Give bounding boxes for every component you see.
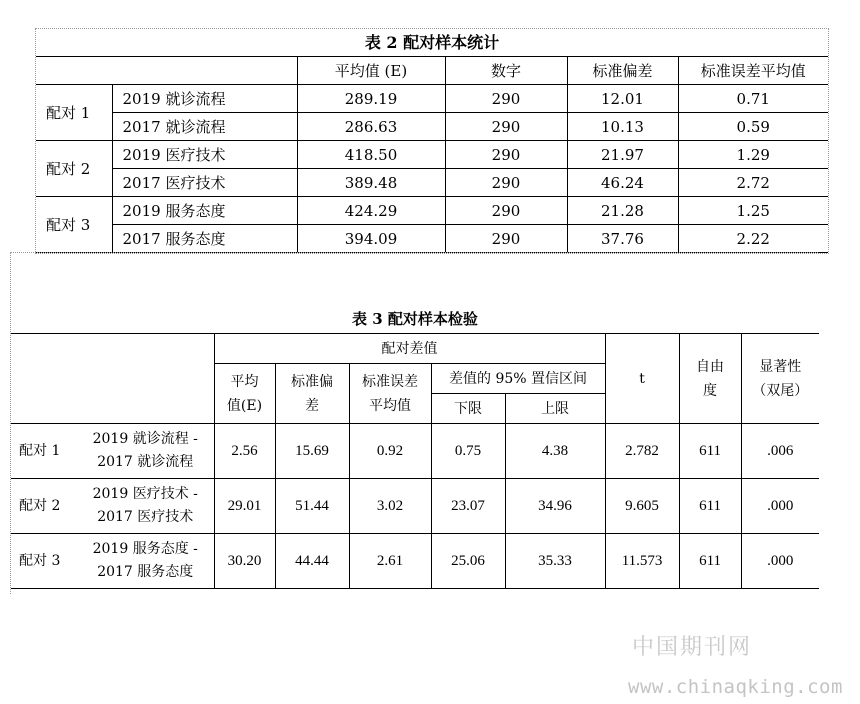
header-mean-line-1: 平均	[230, 373, 259, 390]
cell-ci-lower: 25.06	[431, 534, 505, 589]
header-sd: 标准偏差	[567, 57, 678, 85]
row-name-line-2: 2017 服务态度	[97, 564, 194, 580]
cell-se: 1.25	[678, 197, 828, 225]
cell-df: 611	[679, 534, 741, 589]
cell-mean: 394.09	[297, 225, 445, 253]
row-name-line-1: 2019 就诊流程 -	[92, 431, 198, 447]
cell-df: 611	[679, 479, 741, 534]
cell-sd: 46.24	[567, 169, 678, 197]
header-t: t	[605, 334, 679, 424]
cell-mean: 286.63	[297, 113, 445, 141]
header-sig-line-1: 显著性	[759, 358, 802, 375]
header-mean: 平均值 (E)	[297, 57, 445, 85]
cell-n: 290	[445, 197, 567, 225]
cell-mean: 424.29	[297, 197, 445, 225]
row-name: 2017 就诊流程	[112, 113, 297, 141]
table-row	[36, 141, 828, 169]
table-2	[36, 56, 828, 253]
header-ci: 差值的 95% 置信区间	[431, 364, 605, 394]
row-name-line-2: 2017 就诊流程	[97, 454, 194, 470]
cell-sd: 15.69	[275, 424, 349, 479]
cell-se: 0.92	[349, 424, 431, 479]
table-row	[11, 424, 819, 479]
cell-sig: .006	[741, 424, 819, 479]
cell-ci-upper: 4.38	[505, 424, 605, 479]
cell-n: 290	[445, 85, 567, 113]
row-name	[77, 479, 214, 534]
cell-sd: 21.28	[567, 197, 678, 225]
cell-ci-upper: 35.33	[505, 534, 605, 589]
table-3-title: 表 3 配对样本检验	[352, 310, 478, 328]
cell-mean: 2.56	[214, 424, 275, 479]
row-name: 2017 服务态度	[112, 225, 297, 253]
pair-label: 配对 1	[11, 424, 77, 479]
cell-ci-lower: 0.75	[431, 424, 505, 479]
cell-sd: 21.97	[567, 141, 678, 169]
cell-se: 2.22	[678, 225, 828, 253]
cell-se: 0.71	[678, 85, 828, 113]
header-df-line-1: 自由	[696, 358, 725, 375]
cell-ci-upper: 34.96	[505, 479, 605, 534]
cell-se: 3.02	[349, 479, 431, 534]
header-df-line-2: 度	[703, 382, 718, 399]
cell-sd: 10.13	[567, 113, 678, 141]
cell-n: 290	[445, 141, 567, 169]
table-3-paired-sample-test	[10, 252, 818, 594]
cell-mean: 30.20	[214, 534, 275, 589]
table-3-header-row-1	[11, 334, 819, 364]
row-name: 2017 医疗技术	[112, 169, 297, 197]
watermark-chinese: 中国期刊网	[632, 635, 753, 660]
row-name: 2019 服务态度	[112, 197, 297, 225]
row-name: 2019 就诊流程	[112, 85, 297, 113]
header-df	[679, 334, 741, 424]
table-row	[11, 534, 819, 589]
header-sd	[275, 364, 349, 424]
cell-mean: 29.01	[214, 479, 275, 534]
table-2-title: 表 2 配对样本统计	[364, 33, 500, 52]
header-sd-line-1: 标准偏	[291, 373, 333, 390]
cell-mean: 418.50	[297, 141, 445, 169]
cell-t: 9.605	[605, 479, 679, 534]
header-mean	[214, 364, 275, 424]
cell-sd: 51.44	[275, 479, 349, 534]
cell-t: 11.573	[605, 534, 679, 589]
header-mean-line-2: 值(E)	[226, 397, 263, 414]
row-name-line-1: 2019 医疗技术 -	[92, 486, 198, 502]
table-2-header-row	[36, 57, 828, 85]
cell-se: 2.61	[349, 534, 431, 589]
pair-label: 配对 1	[36, 85, 112, 141]
header-se-line-2: 平均值	[369, 397, 411, 414]
pair-label: 配对 3	[36, 197, 112, 253]
cell-n: 290	[445, 225, 567, 253]
table-3	[11, 333, 819, 589]
pair-label: 配对 2	[11, 479, 77, 534]
cell-sd: 44.44	[275, 534, 349, 589]
cell-sd: 37.76	[567, 225, 678, 253]
cell-mean: 389.48	[297, 169, 445, 197]
table-row	[36, 85, 828, 113]
table-row	[36, 169, 828, 197]
table-2-header-blank	[36, 57, 297, 85]
cell-se: 0.59	[678, 113, 828, 141]
header-sd-line-2: 差	[305, 397, 319, 414]
header-se	[349, 364, 431, 424]
header-ci-upper: 上限	[505, 394, 605, 424]
table-row	[36, 197, 828, 225]
row-name-line-1: 2019 服务态度 -	[92, 541, 198, 557]
table-3-header-blank	[11, 334, 214, 424]
header-sig	[741, 334, 819, 424]
row-name-line-2: 2017 医疗技术	[97, 509, 194, 525]
cell-se: 2.72	[678, 169, 828, 197]
cell-n: 290	[445, 169, 567, 197]
watermark-url: www.chinaqking.com	[628, 676, 843, 698]
table-row	[36, 225, 828, 253]
table-row	[11, 479, 819, 534]
header-se-line-1: 标准误差	[362, 373, 418, 390]
table-row	[36, 113, 828, 141]
pair-label: 配对 2	[36, 141, 112, 197]
cell-sig: .000	[741, 534, 819, 589]
cell-mean: 289.19	[297, 85, 445, 113]
table-2-paired-sample-statistics	[35, 28, 829, 254]
group-header-paired-diff: 配对差值	[214, 334, 605, 364]
header-ci-lower: 下限	[431, 394, 505, 424]
pair-label: 配对 3	[11, 534, 77, 589]
row-name	[77, 424, 214, 479]
row-name	[77, 534, 214, 589]
cell-sd: 12.01	[567, 85, 678, 113]
header-se: 标准误差平均值	[678, 57, 828, 85]
header-n: 数字	[445, 57, 567, 85]
cell-n: 290	[445, 113, 567, 141]
cell-se: 1.29	[678, 141, 828, 169]
cell-sig: .000	[741, 479, 819, 534]
cell-ci-lower: 23.07	[431, 479, 505, 534]
cell-df: 611	[679, 424, 741, 479]
cell-t: 2.782	[605, 424, 679, 479]
header-sig-line-2: （双尾）	[752, 382, 809, 399]
row-name: 2019 医疗技术	[112, 141, 297, 169]
